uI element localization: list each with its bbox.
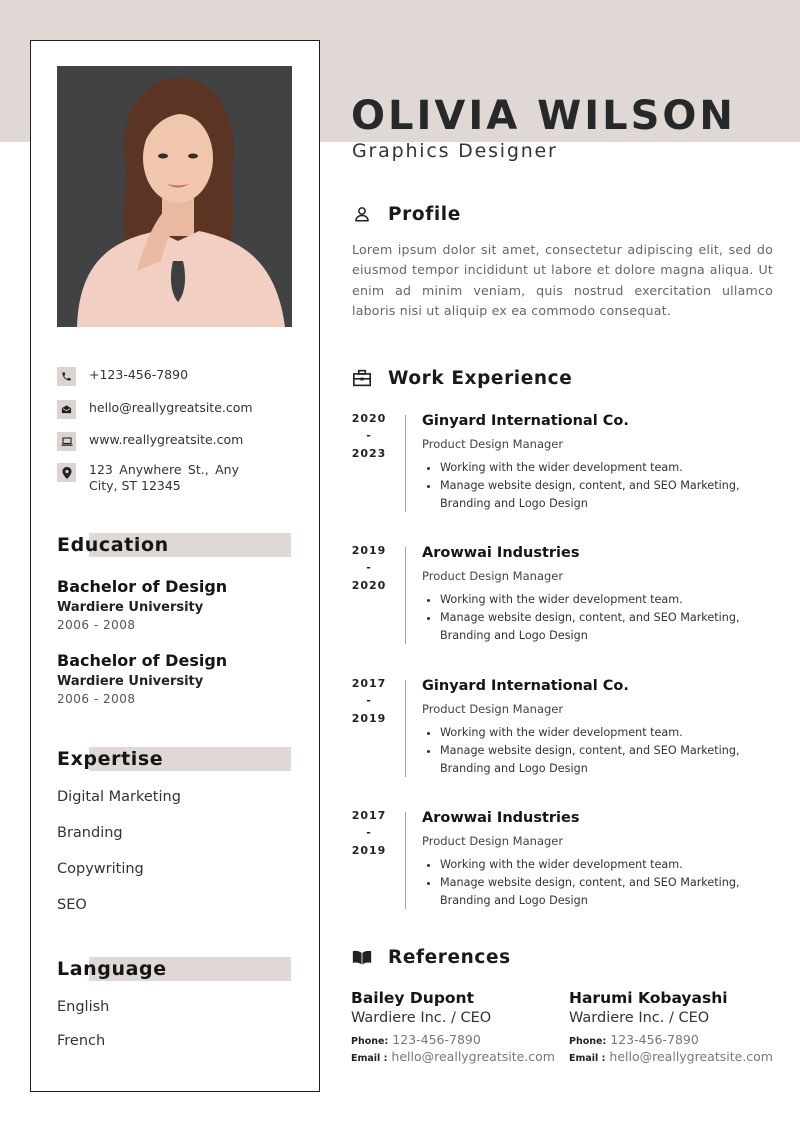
job-bullet: • Working with the wider development team. xyxy=(440,856,740,874)
candidate-title: Graphics Designer xyxy=(352,140,558,162)
reference-email[interactable]: hello@reallygreatsite.com xyxy=(609,1049,773,1064)
phone-label: Phone: xyxy=(569,1036,607,1047)
job-bullet: • Working with the wider development team. xyxy=(440,724,740,742)
job-year-separator: - xyxy=(366,561,372,574)
timeline-line xyxy=(405,547,406,644)
briefcase-icon xyxy=(351,367,373,389)
user-icon xyxy=(351,203,373,225)
job-company: Arowwai Industries xyxy=(422,810,580,826)
expertise-item: SEO xyxy=(57,897,87,913)
job-entry xyxy=(345,809,785,912)
job-bullet: • Manage website design, content, and SEO Marketing, Branding and Logo Design xyxy=(440,874,740,910)
job-role: Product Design Manager xyxy=(422,437,564,451)
job-start-year: 2019 xyxy=(351,544,387,557)
job-company: Arowwai Industries xyxy=(422,545,580,561)
reference-phone-row xyxy=(351,1032,555,1047)
job-bullet: • Working with the wider development team. xyxy=(440,459,740,477)
candidate-name: OLIVIA WILSON xyxy=(351,93,736,139)
profile-heading: Profile xyxy=(351,203,461,225)
job-year-separator: - xyxy=(366,826,372,839)
email-label: Email : xyxy=(569,1053,606,1064)
email-text[interactable]: hello@reallygreatsite.com xyxy=(89,400,253,415)
profile-photo xyxy=(57,66,292,327)
reference-phone: 123-456-7890 xyxy=(610,1032,699,1047)
job-bullets xyxy=(440,856,740,910)
expertise-item: Branding xyxy=(57,825,123,841)
job-entry xyxy=(345,412,785,515)
website-text[interactable]: www.reallygreatsite.com xyxy=(89,432,244,447)
job-entry xyxy=(345,544,785,647)
language-heading: Language xyxy=(57,956,291,982)
work-experience-heading: Work Experience xyxy=(351,367,572,389)
email-label: Email : xyxy=(351,1053,388,1064)
job-start-year: 2017 xyxy=(351,677,387,690)
job-bullets xyxy=(440,591,740,645)
job-role: Product Design Manager xyxy=(422,834,564,848)
sidebar xyxy=(30,40,320,1092)
references-heading: References xyxy=(351,946,511,968)
timeline-line xyxy=(405,812,406,909)
language-item: English xyxy=(57,999,110,1015)
laptop-icon xyxy=(57,432,76,451)
address-text: 123 Anywhere St., Any City, ST 12345 xyxy=(89,462,239,493)
reference-name: Bailey Dupont xyxy=(351,989,475,1007)
job-company: Ginyard International Co. xyxy=(422,678,629,694)
job-bullets xyxy=(440,724,740,778)
reference-name: Harumi Kobayashi xyxy=(569,989,728,1007)
contact-email xyxy=(57,400,253,419)
contact-website xyxy=(57,432,243,451)
job-start-year: 2020 xyxy=(351,412,387,425)
expertise-heading: Expertise xyxy=(57,746,291,772)
mail-icon xyxy=(57,400,76,419)
job-bullet: • Manage website design, content, and SEO Marketing, Branding and Logo Design xyxy=(440,477,740,513)
education-years: 2006 - 2008 xyxy=(57,618,136,632)
job-bullets xyxy=(440,459,740,513)
job-end-year: 2023 xyxy=(351,447,387,460)
contact-address xyxy=(57,462,239,494)
job-bullet: • Manage website design, content, and SEO Marketing, Branding and Logo Design xyxy=(440,609,740,645)
job-end-year: 2019 xyxy=(351,844,387,857)
language-item: French xyxy=(57,1033,106,1049)
reference-email-row xyxy=(351,1049,555,1064)
reference-email-row xyxy=(569,1049,773,1064)
open-book-icon xyxy=(351,946,373,968)
job-start-year: 2017 xyxy=(351,809,387,822)
reference-email[interactable]: hello@reallygreatsite.com xyxy=(391,1049,555,1064)
reference-phone-row xyxy=(569,1032,773,1047)
reference-phone: 123-456-7890 xyxy=(392,1032,481,1047)
reference-entry xyxy=(569,989,773,1064)
job-bullet: • Manage website design, content, and SEO Marketing, Branding and Logo Design xyxy=(440,742,740,778)
job-end-year: 2019 xyxy=(351,712,387,725)
expertise-item: Digital Marketing xyxy=(57,789,181,805)
phone-icon xyxy=(57,367,76,386)
education-degree: Bachelor of Design xyxy=(57,577,228,596)
job-year-separator: - xyxy=(366,429,372,442)
contact-phone xyxy=(57,367,188,386)
profile-text: Lorem ipsum dolor sit amet, consectetur adipiscing elit, sed do eiusmod tempor incididunt ut labore et dolore magna aliqua. Ut enim ad minim veniam, quis nostrud exercitation ullamco laboris nisi ut aliquip ex ea commodo consequat. xyxy=(352,242,773,318)
phone-label: Phone: xyxy=(351,1036,389,1047)
job-bullet: • Working with the wider development team. xyxy=(440,591,740,609)
location-pin-icon xyxy=(57,463,76,482)
job-entry xyxy=(345,677,785,780)
education-degree: Bachelor of Design xyxy=(57,651,228,670)
expertise-item: Copywriting xyxy=(57,861,144,877)
reference-position: Wardiere Inc. / CEO xyxy=(351,1010,492,1026)
education-school: Wardiere University xyxy=(57,674,204,689)
phone-text: +123-456-7890 xyxy=(89,367,189,382)
job-role: Product Design Manager xyxy=(422,569,564,583)
reference-entry xyxy=(351,989,555,1064)
education-school: Wardiere University xyxy=(57,600,204,615)
education-years: 2006 - 2008 xyxy=(57,692,136,706)
timeline-line xyxy=(405,680,406,777)
timeline-line xyxy=(405,415,406,512)
job-end-year: 2020 xyxy=(351,579,387,592)
reference-position: Wardiere Inc. / CEO xyxy=(569,1010,710,1026)
education-heading: Education xyxy=(57,532,291,558)
job-year-separator: - xyxy=(366,694,372,707)
job-company: Ginyard International Co. xyxy=(422,413,629,429)
job-role: Product Design Manager xyxy=(422,702,564,716)
